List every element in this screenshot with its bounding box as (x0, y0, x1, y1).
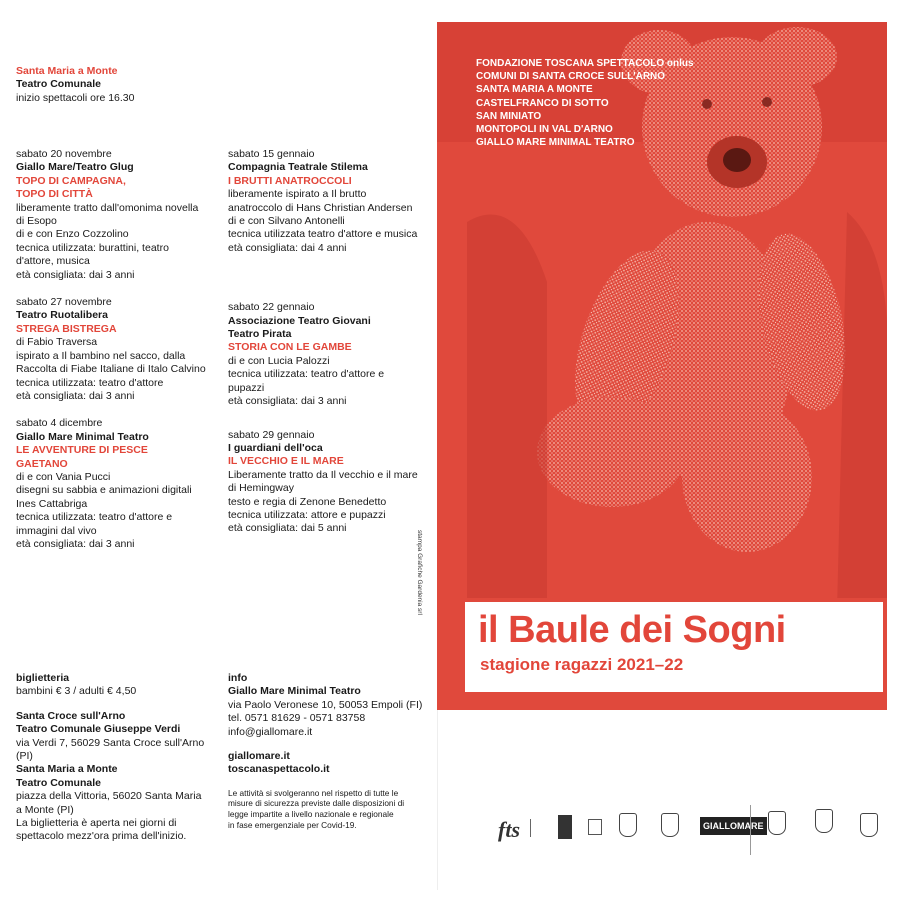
show-title: IL VECCHIO E IL MARE (228, 455, 344, 468)
show-title: STREGA BISTREGA (16, 322, 117, 335)
info-phone: tel. 0571 81629 - 0571 83758 (228, 712, 366, 725)
show-detail: di Hemingway (228, 482, 294, 495)
show-detail: Liberamente tratto da Il vecchio e il mare (228, 468, 418, 481)
show-detail: disegni su sabbia e animazioni digitali (16, 484, 192, 497)
show-detail: età consigliata: dai 4 anni (228, 241, 347, 254)
show-detail: di e con Vania Pucci (16, 470, 111, 483)
crest-icon (661, 813, 679, 837)
box-office-heading: biglietteria (16, 672, 70, 684)
venue-town: Santa Maria a Monte (16, 65, 118, 77)
venue-theatre: Teatro Comunale (16, 78, 101, 91)
show-detail: Ines Cattabriga (16, 497, 88, 510)
show-detail: età consigliata: dai 3 anni (16, 268, 135, 281)
show-date: sabato 20 novembre (16, 148, 112, 160)
organizer: FONDAZIONE TOSCANA SPETTACOLO onlus (476, 58, 694, 69)
venue1-name: Teatro Comunale Giuseppe Verdi (16, 723, 181, 736)
info-org: Giallo Mare Minimal Teatro (228, 685, 361, 698)
show-detail: di e con Enzo Cozzolino (16, 228, 129, 241)
show-detail: tecnica utilizzata: attore e pupazzi (228, 508, 386, 521)
show-detail: tecnica utilizzata: teatro d'attore (16, 376, 164, 389)
crest-icon (619, 813, 637, 837)
show-detail: d'attore, musica (16, 255, 90, 268)
show-detail: di Fabio Traversa (16, 336, 98, 349)
prices: bambini € 3 / adulti € 4,50 (16, 685, 137, 698)
show-detail: pupazzi (228, 381, 265, 394)
show-detail: tecnica utilizzata: teatro d'attore e (16, 511, 173, 524)
organizer: GIALLO MARE MINIMAL TEATRO (476, 137, 635, 149)
box-office (16, 672, 221, 844)
show-list-middle (228, 148, 428, 536)
show-date: sabato 22 gennaio (228, 301, 315, 314)
venue2-address: piazza della Vittoria, 56020 Santa Maria (16, 790, 202, 803)
info-address: via Paolo Veronese 10, 50053 Empoli (FI) (228, 698, 423, 711)
crest-icon (860, 813, 878, 837)
show-item (16, 148, 226, 282)
start-time: inizio spettacoli ore 16.30 (16, 91, 135, 104)
info-heading: info (228, 672, 248, 684)
show-detail: età consigliata: dai 3 anni (16, 537, 135, 550)
show-date: sabato 27 novembre (16, 296, 112, 309)
show-detail: età consigliata: dai 3 anni (228, 395, 347, 408)
show-company: Teatro Pirata (228, 328, 292, 341)
season-subtitle: stagione ragazzi 2021–22 (480, 655, 684, 674)
organizers-list (476, 57, 694, 149)
sponsor-logos (490, 805, 885, 860)
show-item (228, 429, 428, 536)
show-company: Giallo Mare/Teatro Glug (16, 161, 134, 174)
covid-line: misure di sicurezza previste dalle disposizioni di (228, 798, 405, 809)
covid-note (228, 788, 428, 830)
website-link[interactable]: toscanaspettacolo.it (228, 763, 330, 776)
show-date: sabato 15 gennaio (228, 148, 315, 160)
show-detail: testo e regia di Zenone Benedetto (228, 495, 387, 508)
box-office-note: spettacolo mezz'ora prima dell'inizio. (16, 830, 187, 843)
show-detail: tecnica utilizzata teatro d'attore e musica (228, 228, 418, 241)
fts-logo: fts (498, 817, 520, 842)
show-detail: di e con Lucia Palozzi (228, 354, 330, 367)
organizer: COMUNI DI SANTA CROCE SULL'ARNO (476, 71, 666, 83)
show-detail: di e con Silvano Antonelli (228, 215, 345, 228)
show-detail: tecnica utilizzata: burattini, teatro (16, 241, 169, 254)
organizer: SANTA MARIA A MONTE (476, 84, 593, 96)
show-title: TOPO DI CITTÀ (16, 188, 93, 201)
covid-line: legge impartite a livello nazionale e regionale (228, 809, 394, 820)
website-link[interactable]: giallomare.it (228, 750, 290, 763)
show-detail: ispirato a Il bambino nel sacco, dalla (16, 349, 186, 362)
show-title: TOPO DI CAMPAGNA, (16, 174, 126, 187)
show-detail: di Esopo (16, 215, 57, 228)
venue2-town: Santa Maria a Monte (16, 763, 118, 776)
show-detail: immagini dal vivo (16, 524, 97, 537)
covid-line: Le attività si svolgeranno nel rispetto di tutte le (228, 787, 399, 798)
show-detail: età consigliata: dai 5 anni (228, 522, 347, 535)
info-section (228, 672, 428, 830)
show-company: Compagnia Teatrale Stilema (228, 161, 368, 174)
show-detail: liberamente ispirato a Il brutto (228, 188, 367, 201)
fts-text-icon (530, 819, 551, 837)
show-detail: Raccolta di Fiabe Italiane di Italo Calvino (16, 363, 206, 376)
organizer: SAN MINIATO (476, 110, 542, 122)
giallomare-logo: GIALLOMARE (700, 817, 767, 835)
page-title: il Baule dei Sogni (478, 609, 786, 651)
venue2-address: a Monte (PI) (16, 803, 74, 816)
show-company: Teatro Ruotalibera (16, 309, 108, 322)
show-detail: liberamente tratto dall'omonima novella (16, 201, 199, 214)
show-company: Associazione Teatro Giovani (228, 314, 371, 327)
region-logo-icon (558, 815, 572, 839)
venue2-name: Teatro Comunale (16, 776, 101, 789)
show-title: GAETANO (16, 457, 68, 470)
show-detail: anatroccolo di Hans Christian Andersen (228, 201, 413, 214)
show-detail: età consigliata: dai 3 anni (16, 389, 135, 402)
divider (750, 805, 751, 855)
print-credit: stampa Grafiche Gardenia srl (416, 530, 423, 615)
info-email[interactable]: info@giallomare.it (228, 725, 313, 738)
show-title: STORIA CON LE GAMBE (228, 341, 352, 354)
show-item (16, 296, 226, 403)
show-item (228, 148, 428, 255)
show-item (228, 301, 428, 408)
left-column (16, 65, 216, 105)
box-office-note: La biglietteria è aperta nei giorni di (16, 817, 177, 830)
venue1-address: via Verdi 7, 56029 Santa Croce sull'Arno (16, 736, 205, 749)
organizer: CASTELFRANCO DI SOTTO (476, 97, 609, 109)
ministry-logo-icon (588, 819, 602, 835)
show-detail: tecnica utilizzata: teatro d'attore e (228, 368, 385, 381)
crest-icon (768, 811, 786, 835)
covid-line: in fase emergenziale per Covid-19. (228, 819, 357, 830)
venue1-address: (PI) (16, 750, 33, 763)
show-company: I guardiani dell'oca (228, 441, 323, 454)
show-title: LE AVVENTURE DI PESCE (16, 444, 148, 457)
organizer: MONTOPOLI IN VAL D'ARNO (476, 124, 613, 136)
show-item (16, 417, 226, 551)
logo-strip (437, 710, 888, 890)
show-title: I BRUTTI ANATROCCOLI (228, 174, 352, 187)
show-date: sabato 4 dicembre (16, 417, 103, 430)
venue1-town: Santa Croce sull'Arno (16, 709, 126, 722)
show-date: sabato 29 gennaio (228, 428, 315, 441)
show-list-left (16, 148, 226, 565)
crest-icon (815, 809, 833, 833)
show-company: Giallo Mare Minimal Teatro (16, 430, 149, 443)
